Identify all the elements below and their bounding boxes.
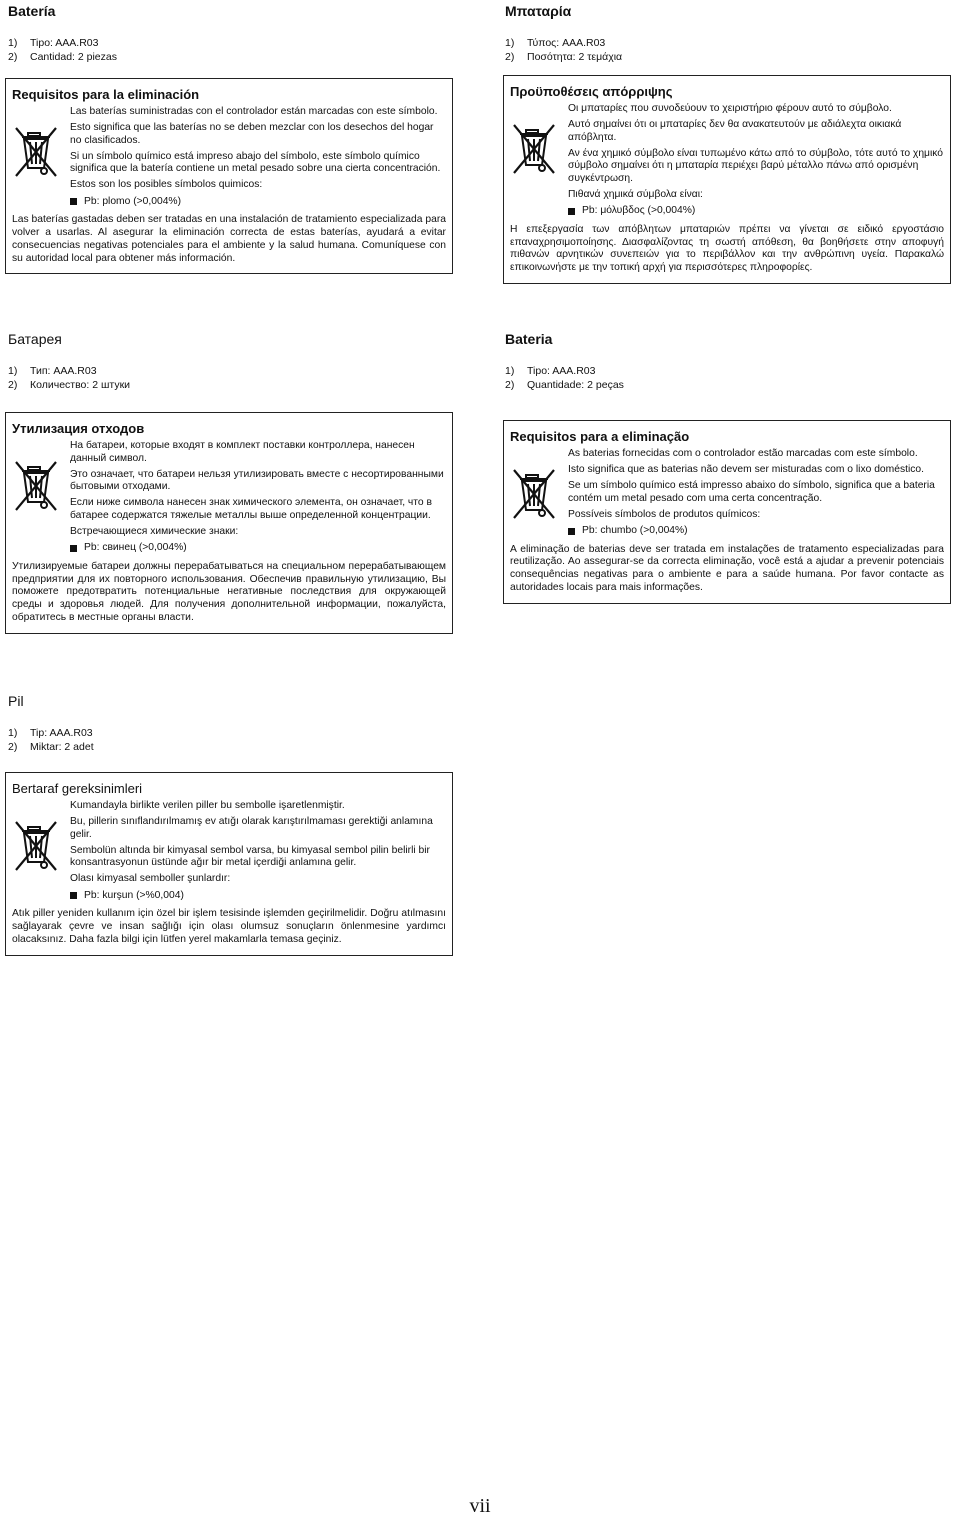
- square-bullet-icon: [70, 198, 77, 205]
- square-bullet-icon: [70, 545, 77, 552]
- section-ru: [8, 330, 460, 392]
- battery-spec-list: [505, 36, 957, 64]
- bin-icon-holder: [12, 800, 70, 902]
- footer-text: Atık piller yeniden kullanım için özel bir işlem tesisinde işlemden geçirilmelidir. Doğru atılmasını sağlayarak çevre ve insan sağlığı için olası olumsuz sonuçların önlenmesine yardımcı olacaksınız. Daha fazla bilgi için lütfen yerel makamlarla temasa geçiniz.: [12, 908, 446, 945]
- section-pt: [505, 330, 957, 392]
- section-el: [505, 2, 957, 64]
- chemical-bullet: Pb: chumbo (>0,004%): [568, 525, 944, 538]
- paragraph: Kumandayla birlikte verilen piller bu sembolle işaretlenmiştir.: [70, 800, 345, 811]
- section-tr: [8, 692, 460, 754]
- section-title: Батарея: [8, 331, 62, 347]
- disposal-box-ru: [5, 412, 453, 634]
- section-title: Batería: [8, 3, 56, 19]
- paragraph: Πιθανά χημικά σύμβολα είναι:: [568, 189, 703, 201]
- crossed-out-wheelie-bin-icon: [12, 124, 62, 180]
- bin-icon-holder: [510, 103, 568, 218]
- box-title: Утилизация отходов: [12, 421, 145, 436]
- footer-text: Утилизируемые батареи должны перерабатываться на специальном перерабатывающем предприятии для их повторного использования. Обеспечив правильную утилизацию, Вы поможете предотвратить потенциальные негативные последствия для окружающей среды и здоровья людей. Для получения дополнительной информации, пожалуйста, обратитесь в местные органы власти.: [12, 560, 446, 623]
- spec-item: 1) Tipo: AAA.R03: [505, 365, 596, 377]
- paragraph: Если ниже символа нанесен знак химического элемента, он означает, что в батарее содержатся тяжелые металлы выше определенной концентрации.: [70, 497, 432, 521]
- disposal-box-el: [503, 75, 951, 284]
- chemical-bullet: Pb: kurşun (>%0,004): [70, 890, 446, 903]
- paragraph: Это означает, что батареи нельзя утилизировать вместе с несортированными бытовыми отходами.: [70, 468, 444, 493]
- spec-item: 1) Тип: AAA.R03: [8, 365, 97, 377]
- paragraph: Αν ένα χημικό σύμβολο είναι τυπωμένο κάτω από το σύμβολο, τότε αυτό το χημικό σύμβολο σημαίνει ότι η μπαταρία περιέχει βαρύ μέταλλο πάνω από ορισμένη συγκέντρωση.: [568, 147, 944, 184]
- paragraph: Las baterías suministradas con el controlador están marcadas con este símbolo.: [70, 106, 438, 117]
- box-title: Requisitos para la eliminación: [12, 87, 200, 102]
- footer-text: A eliminação de baterias deve ser tratada em instalações de tratamento especializadas para reutilização. Ao assegurar-se da correcta eliminação, você está a ajudar a prevenir potenciais consequências negativas para o ambiente e para a saúde humana. Por favor contacte as autoridades locais para mais informações.: [510, 543, 944, 593]
- spec-item: 2) Cantidad: 2 piezas: [8, 51, 117, 63]
- section-title: Bateria: [505, 331, 553, 347]
- battery-spec-list: [505, 364, 957, 392]
- footer-text: Η επεξεργασία των απόβλητων μπαταριών πρέπει να γίνεται σε ειδικό εργοστάσιο επαναχρησιμοποίησης. Διασφαλίζοντας τη σωστή απόθεση, θα βοηθήσετε στην αποφυγή πιθανών αρνητικών συνεπειών για το περιβάλλον και την ανθρώπινη υγεία. Παρακαλώ επικοινωνήστε με την τοπική αρχή για περισσότερες πληροφορίες.: [510, 223, 944, 274]
- crossed-out-wheelie-bin-icon: [12, 818, 62, 874]
- battery-spec-list: [8, 36, 460, 64]
- battery-spec-list: [8, 726, 460, 754]
- spec-item: 2) Miktar: 2 adet: [8, 741, 94, 753]
- spec-item: 1) Τύπος: AAA.R03: [505, 37, 606, 49]
- paragraph: Si un símbolo químico está impreso abajo del símbolo, este símbolo químico significa que la batería contiene un metal pesado sobre una cierta concentración.: [70, 150, 441, 175]
- crossed-out-wheelie-bin-icon: [510, 466, 560, 522]
- spec-item: 2) Ποσότητα: 2 τεμάχια: [505, 51, 623, 63]
- paragraph: As baterias fornecidas com o controlador estão marcadas com este símbolo.: [568, 448, 918, 459]
- box-title: Προϋποθέσεις απόρριψης: [510, 84, 673, 99]
- paragraph: Αυτό σημαίνει ότι οι μπαταρίες δεν θα ανακατευτούν με αδιάλεχτα οικιακά απόβλητα.: [568, 119, 902, 143]
- crossed-out-wheelie-bin-icon: [12, 458, 62, 514]
- paragraph: Se um símbolo químico está impresso abaixo do símbolo, significa que a bateria contém um metal pesado com uma certa concentração.: [568, 480, 935, 504]
- paragraph: Встречающиеся химические знаки:: [70, 526, 239, 538]
- spec-item: 2) Количество: 2 штуки: [8, 379, 131, 391]
- battery-spec-list: [8, 364, 460, 392]
- paragraph: На батареи, которые входят в комплект поставки контроллера, нанесен данный символ.: [70, 440, 415, 464]
- paragraph: Estos son los posibles símbolos quimicos:: [70, 179, 263, 191]
- chemical-bullet: Pb: plomo (>0,004%): [70, 196, 446, 209]
- paragraph: Esto significa que las baterías no se deben mezclar con los desechos del hogar no clasificados.: [70, 122, 434, 146]
- box-title: Requisitos para a eliminação: [510, 429, 690, 444]
- section-title: Pil: [8, 693, 24, 709]
- chemical-bullet: Pb: свинец (>0,004%): [70, 542, 446, 555]
- disposal-box-es: [5, 78, 453, 274]
- box-title: Bertaraf gereksinimleri: [12, 781, 143, 796]
- chemical-bullet: Pb: μόλυβδος (>0,004%): [568, 205, 944, 218]
- disposal-box-pt: [503, 420, 951, 604]
- spec-item: 1) Tipo: AAA.R03: [8, 37, 99, 49]
- section-title: Μπαταρία: [505, 3, 572, 19]
- footer-text: Las baterías gastadas deben ser tratadas en una instalación de tratamiento especializada para volver a usarlas. Al asegurar la eliminación correcta de estas baterías, ayudará a evitar consecuencias negativas potenciales para el ambiente y la salud humana. Comuníquese con su autoridad local para obtener más información.: [12, 214, 446, 264]
- spec-item: 2) Quantidade: 2 peças: [505, 379, 624, 391]
- crossed-out-wheelie-bin-icon: [510, 121, 560, 177]
- section-es: [8, 2, 460, 64]
- bin-icon-holder: [12, 106, 70, 208]
- spec-item: 1) Tip: AAA.R03: [8, 727, 93, 739]
- disposal-box-tr: [5, 772, 453, 956]
- paragraph: Bu, pillerin sınıflandırılmamış ev atığı olarak karıştırılmaması gerektiği anlamına gelir.: [70, 816, 433, 840]
- bin-icon-holder: [510, 448, 568, 538]
- square-bullet-icon: [568, 208, 575, 215]
- paragraph: Isto significa que as baterias não devem ser misturadas com o lixo doméstico.: [568, 464, 924, 476]
- bin-icon-holder: [12, 440, 70, 555]
- page-number: vii: [469, 1495, 491, 1517]
- square-bullet-icon: [568, 528, 575, 535]
- paragraph: Οι μπαταρίες που συνοδεύουν το χειριστήριο φέρουν αυτό το σύμβολο.: [568, 103, 892, 114]
- paragraph: Sembolün altında bir kimyasal sembol varsa, bu kimyasal sembol pilin belirli bir konsantrasyonun üstünde ağır bir metal içerdiği anlamına gelir.: [70, 844, 430, 869]
- paragraph: Olası kimyasal semboller şunlardır:: [70, 873, 231, 885]
- paragraph: Possíveis símbolos de produtos químicos:: [568, 508, 761, 520]
- square-bullet-icon: [70, 892, 77, 899]
